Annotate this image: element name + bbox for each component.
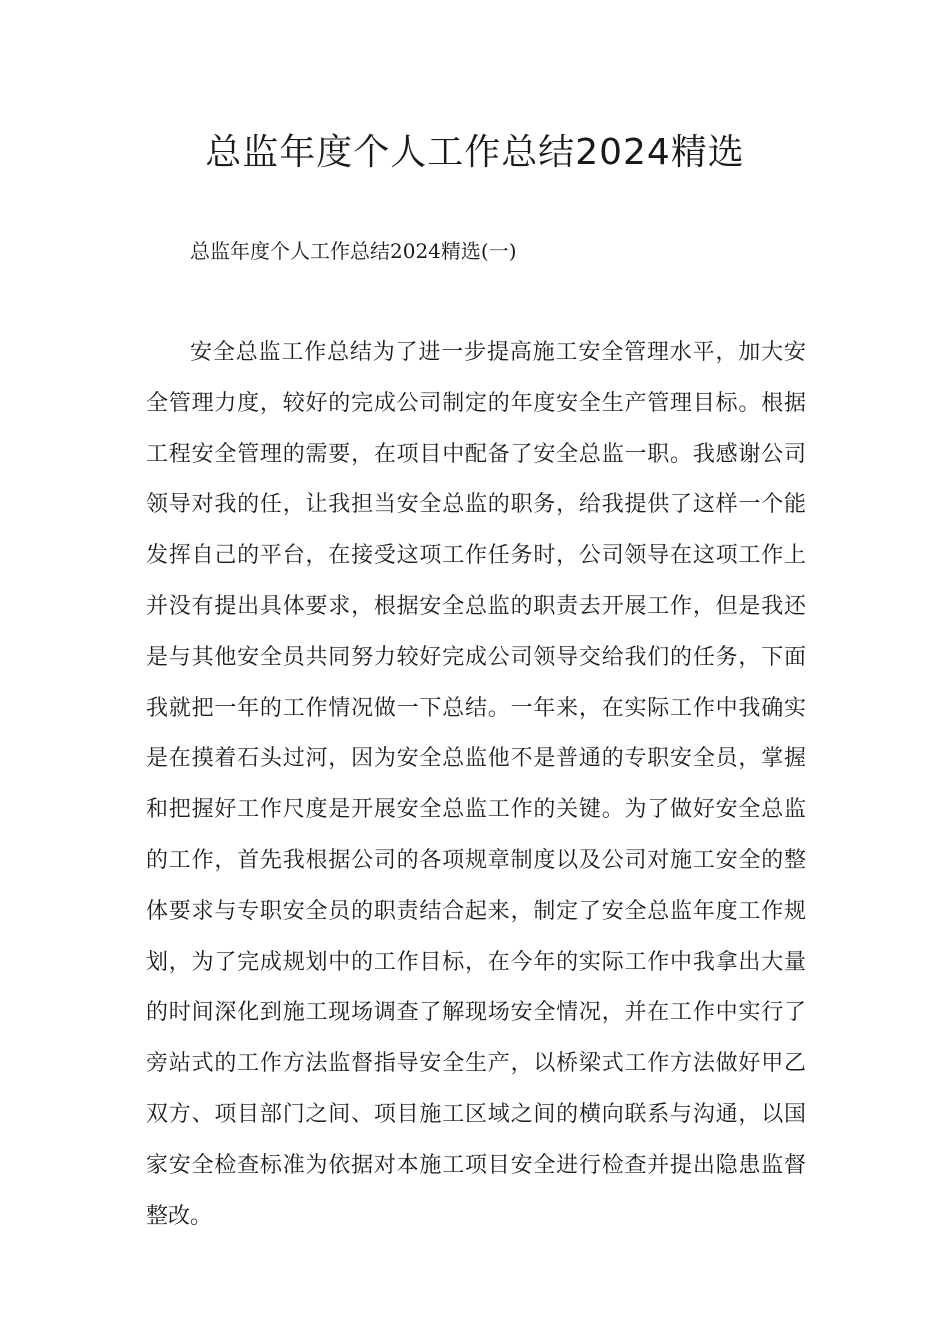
paragraph-line: 家安全检查标准为依据对本施工项目安全进行检查并提出隐患监督: [146, 1152, 806, 1178]
paragraph-line: 的时间深化到施工现场调查了解现场安全情况，并在工作中实行了: [146, 1000, 806, 1026]
paragraph-line: 并没有提出具体要求，根据安全总监的职责去开展工作，但是我还: [146, 593, 806, 619]
paragraph-line: 和把握好工作尺度是开展安全总监工作的关键。为了做好安全总监: [146, 797, 806, 823]
document-subtitle: 总监年度个人工作总结2024精选(一): [190, 239, 517, 263]
body-paragraph: [146, 333, 806, 1247]
paragraph-line: 整改。: [146, 1203, 213, 1229]
paragraph-line: 工程安全管理的需要，在项目中配备了安全总监一职。我感谢公司: [146, 441, 806, 467]
paragraph-line: 是与其他安全员共同努力较好完成公司领导交给我们的任务，下面: [146, 644, 806, 670]
paragraph-line: 是在摸着石头过河，因为安全总监他不是普通的专职安全员，掌握: [146, 746, 806, 772]
paragraph-line: 我就把一年的工作情况做一下总结。一年来，在实际工作中我确实: [146, 695, 806, 721]
paragraph-line: 体要求与专职安全员的职责结合起来，制定了安全总监年度工作规: [146, 898, 806, 924]
paragraph-line: 领导对我的任，让我担当安全总监的职务，给我提供了这样一个能: [146, 492, 806, 518]
paragraph-line: 划，为了完成规划中的工作目标，在今年的实际工作中我拿出大量: [146, 949, 806, 975]
paragraph-line: 旁站式的工作方法监督指导安全生产，以桥梁式工作方法做好甲乙: [146, 1051, 806, 1077]
paragraph-line: 的工作，首先我根据公司的各项规章制度以及公司对施工安全的整: [146, 847, 806, 873]
paragraph-line: 双方、项目部门之间、项目施工区域之间的横向联系与沟通，以国: [146, 1101, 806, 1127]
paragraph-line: 全管理力度，较好的完成公司制定的年度安全生产管理目标。根据: [146, 390, 806, 416]
paragraph-line: 发挥自己的平台，在接受这项工作任务时，公司领导在这项工作上: [146, 543, 806, 569]
document-title: 总监年度个人工作总结2024精选: [205, 132, 745, 173]
paragraph-line: 安全总监工作总结为了进一步提高施工安全管理水平，加大安: [190, 340, 806, 365]
